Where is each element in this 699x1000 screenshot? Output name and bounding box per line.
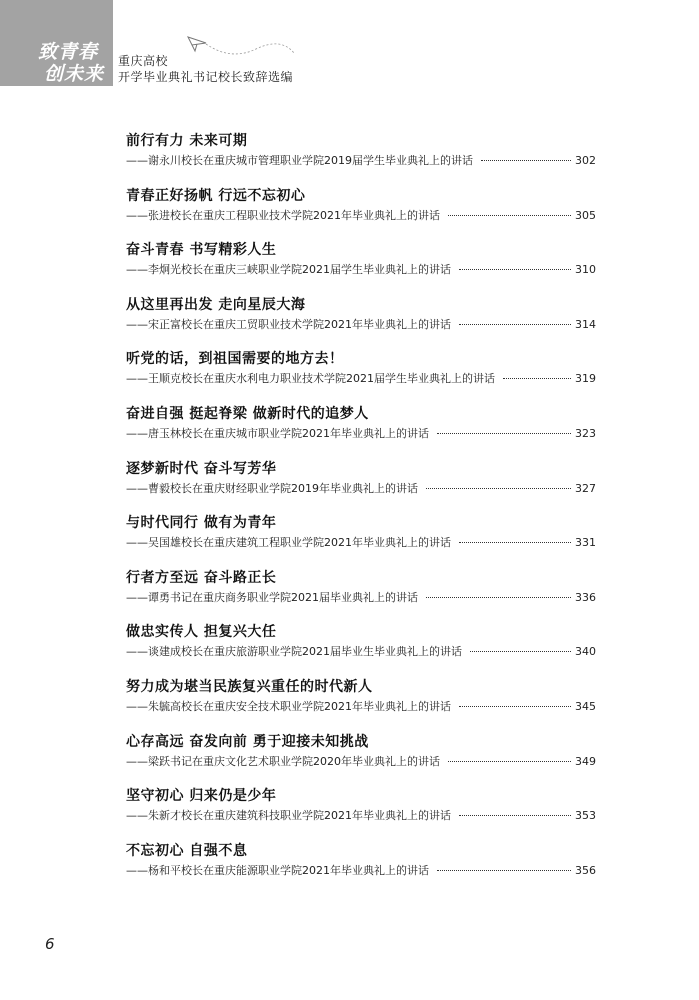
entry-title: 听党的话，到祖国需要的地方去！ [126, 351, 344, 368]
toc-entry[interactable] [126, 670, 596, 725]
entry-speaker: ——李炯光校长在重庆三峡职业学院2021届学生毕业典礼上的讲话 [126, 263, 451, 277]
dot-leader [437, 870, 571, 871]
dot-leader [459, 269, 571, 270]
dot-leader [426, 597, 571, 598]
entry-speaker: ——谭勇书记在重庆商务职业学院2021届毕业典礼上的讲话 [126, 590, 418, 604]
entry-subtitle-row [126, 152, 596, 168]
entry-title: 不忘初心 自强不息 [126, 842, 248, 859]
entry-speaker: ——朱毓高校长在重庆安全技术职业学院2021年毕业典礼上的讲话 [126, 699, 451, 713]
toc-entry[interactable] [126, 834, 596, 889]
entry-page-number: 319 [575, 372, 596, 386]
entry-subtitle-row [126, 207, 596, 223]
entry-page-number: 327 [575, 481, 596, 495]
entry-speaker: ——杨和平校长在重庆能源职业学院2021年毕业典礼上的讲话 [126, 863, 429, 877]
entry-subtitle-row [126, 425, 596, 441]
dot-leader [426, 488, 571, 489]
entry-page-number: 331 [575, 536, 596, 550]
entry-subtitle-row [126, 698, 596, 714]
dot-leader [470, 651, 571, 652]
entry-speaker: ——吴国雄校长在重庆建筑工程职业学院2021年毕业典礼上的讲话 [126, 536, 451, 550]
table-of-contents [126, 124, 596, 888]
page-number: 6 [45, 935, 55, 953]
entry-subtitle-row [126, 753, 596, 769]
entry-speaker: ——谈建成校长在重庆旅游职业学院2021届毕业生毕业典礼上的讲话 [126, 645, 462, 659]
entry-subtitle-row [126, 862, 596, 878]
toc-entry[interactable] [126, 561, 596, 616]
entry-title: 心存高远 奋发向前 勇于迎接未知挑战 [126, 733, 369, 750]
entry-title: 青春正好扬帆 行远不忘初心 [126, 187, 306, 204]
dot-leader [437, 433, 571, 434]
entry-page-number: 305 [575, 208, 596, 222]
entry-subtitle-row [126, 261, 596, 277]
entry-page-number: 336 [575, 590, 596, 604]
entry-subtitle-row [126, 643, 596, 659]
dot-leader [448, 761, 571, 762]
entry-title: 做忠实传人 担复兴大任 [126, 624, 277, 641]
entry-subtitle-row [126, 807, 596, 823]
book-title-line-1: 重庆高校 [118, 54, 169, 68]
entry-subtitle-row [126, 480, 596, 496]
badge-line-1: 致青春 [38, 41, 99, 63]
toc-entry[interactable] [126, 506, 596, 561]
entry-speaker: ——谢永川校长在重庆城市管理职业学院2019届学生毕业典礼上的讲话 [126, 154, 473, 167]
entry-speaker: ——梁跃书记在重庆文化艺术职业学院2020年毕业典礼上的讲话 [126, 754, 440, 768]
dot-leader [459, 706, 571, 707]
entry-speaker: ——张进校长在重庆工程职业技术学院2021年毕业典礼上的讲话 [126, 208, 440, 222]
dot-leader [481, 160, 571, 161]
entry-page-number: 349 [575, 754, 596, 768]
entry-page-number: 340 [575, 645, 596, 659]
entry-page-number: 310 [575, 263, 596, 277]
paper-plane-icon [186, 33, 296, 63]
entry-subtitle-row [126, 589, 596, 605]
entry-subtitle-row [126, 316, 596, 332]
entry-speaker: ——宋正富校长在重庆工贸职业技术学院2021年毕业典礼上的讲话 [126, 317, 451, 331]
toc-entry[interactable] [126, 779, 596, 834]
entry-title: 前行有力 未来可期 [126, 133, 248, 149]
entry-title: 努力成为堪当民族复兴重任的时代新人 [126, 678, 373, 695]
entry-speaker: ——朱新才校长在重庆建筑科技职业学院2021年毕业典礼上的讲话 [126, 809, 451, 823]
entry-title: 逐梦新时代 奋斗写芳华 [126, 460, 277, 477]
entry-page-number: 353 [575, 809, 596, 823]
toc-entry[interactable] [126, 397, 596, 452]
toc-entry[interactable] [126, 124, 596, 179]
entry-title: 与时代同行 做有为青年 [126, 515, 277, 532]
entry-subtitle-row [126, 534, 596, 550]
entry-speaker: ——王顺克校长在重庆水利电力职业技术学院2021届学生毕业典礼上的讲话 [126, 372, 495, 386]
toc-entry[interactable] [126, 179, 596, 234]
entry-title: 行者方至远 奋斗路正长 [126, 569, 277, 586]
entry-title: 坚守初心 归来仍是少年 [126, 788, 277, 805]
entry-title: 从这里再出发 走向星辰大海 [126, 296, 306, 313]
dot-leader [459, 815, 571, 816]
entry-page-number: 302 [575, 154, 596, 167]
entry-title: 奋斗青春 书写精彩人生 [126, 242, 277, 259]
entry-speaker: ——曹毅校长在重庆财经职业学院2019年毕业典礼上的讲话 [126, 481, 418, 495]
dot-leader [448, 215, 571, 216]
dot-leader [459, 324, 571, 325]
toc-entry[interactable] [126, 615, 596, 670]
toc-entry[interactable] [126, 233, 596, 288]
header-badge [0, 0, 113, 86]
entry-title: 奋进自强 挺起脊梁 做新时代的追梦人 [126, 405, 369, 422]
dot-leader [503, 378, 571, 379]
toc-entry[interactable] [126, 288, 596, 343]
entry-page-number: 323 [575, 426, 596, 440]
book-title-line-2: 开学毕业典礼书记校长致辞选编 [118, 70, 294, 84]
toc-entry[interactable] [126, 342, 596, 397]
dot-leader [459, 542, 571, 543]
badge-line-2: 创未来 [44, 63, 105, 85]
entry-subtitle-row [126, 370, 596, 386]
toc-entry[interactable] [126, 725, 596, 780]
entry-speaker: ——唐玉林校长在重庆城市职业学院2021年毕业典礼上的讲话 [126, 426, 429, 440]
toc-entry[interactable] [126, 452, 596, 507]
entry-page-number: 314 [575, 317, 596, 331]
entry-page-number: 356 [575, 863, 596, 877]
entry-page-number: 345 [575, 699, 596, 713]
